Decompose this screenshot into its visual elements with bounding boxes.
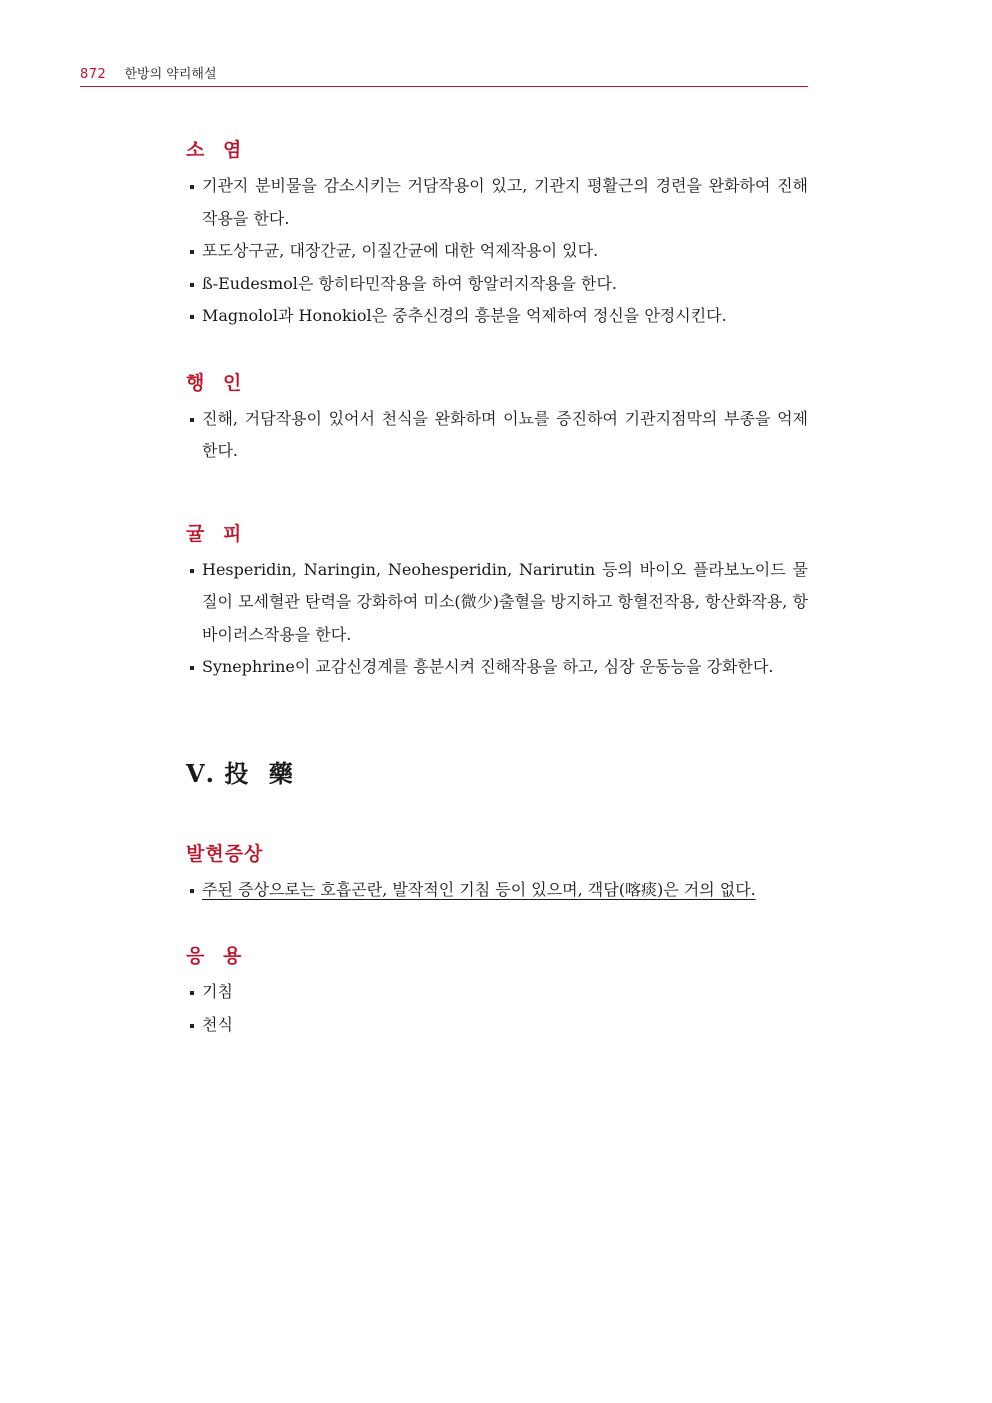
page-number: 872 — [80, 67, 107, 82]
section-title-symptoms: 발현증상 — [186, 842, 264, 865]
haengin-list — [186, 403, 808, 468]
list-item: Synephrine이 교감신경계를 흥분시켜 진해작용을 하고, 심장 운동능을 강화한다. — [186, 651, 808, 684]
list-item: Hesperidin, Naringin, Neohesperidin, Narirutin 등의 바이오 플라보노이드 물질이 모세혈관 탄력을 강화하여 미소(微少)출혈을 방지하고 항혈전작용, 항산화작용, 항바이러스작용을 한다. — [186, 554, 808, 652]
list-item: Magnolol과 Honokiol은 중추신경의 흥분을 억제하여 정신을 안정시킨다. — [186, 300, 808, 333]
list-item: 포도상구균, 대장간균, 이질간균에 대한 억제작용이 있다. — [186, 235, 808, 268]
symptoms-list — [186, 874, 808, 907]
page-header — [80, 66, 808, 87]
running-title: 한방의 약리해설 — [124, 67, 217, 82]
underlined-text: 주된 증상으로는 호흡곤란, 발작적인 기침 등이 있으며, 객담(喀痰)은 거의 없다. — [202, 879, 756, 899]
list-item: 기관지 분비물을 감소시키는 거담작용이 있고, 기관지 평활근의 경련을 완화하여 진해작용을 한다. — [186, 170, 808, 235]
list-item — [186, 874, 808, 907]
page-body — [186, 130, 808, 1041]
gyulpi-list — [186, 554, 808, 684]
list-item: 기침 — [186, 976, 808, 1009]
section-title-gyulpi: 귤 피 — [186, 522, 248, 545]
section-title-effects: 소 염 — [186, 139, 248, 161]
list-item: ß-Eudesmol은 항히타민작용을 하여 항알러지작용을 한다. — [186, 268, 808, 301]
section-title-application: 응 용 — [186, 945, 248, 967]
chapter-title: 投 藥 — [224, 758, 299, 788]
list-item: 천식 — [186, 1009, 808, 1042]
effects-list — [186, 170, 808, 333]
section-title-haengin: 행 인 — [186, 371, 248, 394]
list-item: 진해, 거담작용이 있어서 천식을 완화하며 이뇨를 증진하여 기관지점막의 부종을 억제한다. — [186, 403, 808, 468]
chapter-numeral: Ⅴ. — [186, 758, 215, 788]
chapter-heading — [186, 754, 808, 794]
application-list — [186, 976, 808, 1041]
